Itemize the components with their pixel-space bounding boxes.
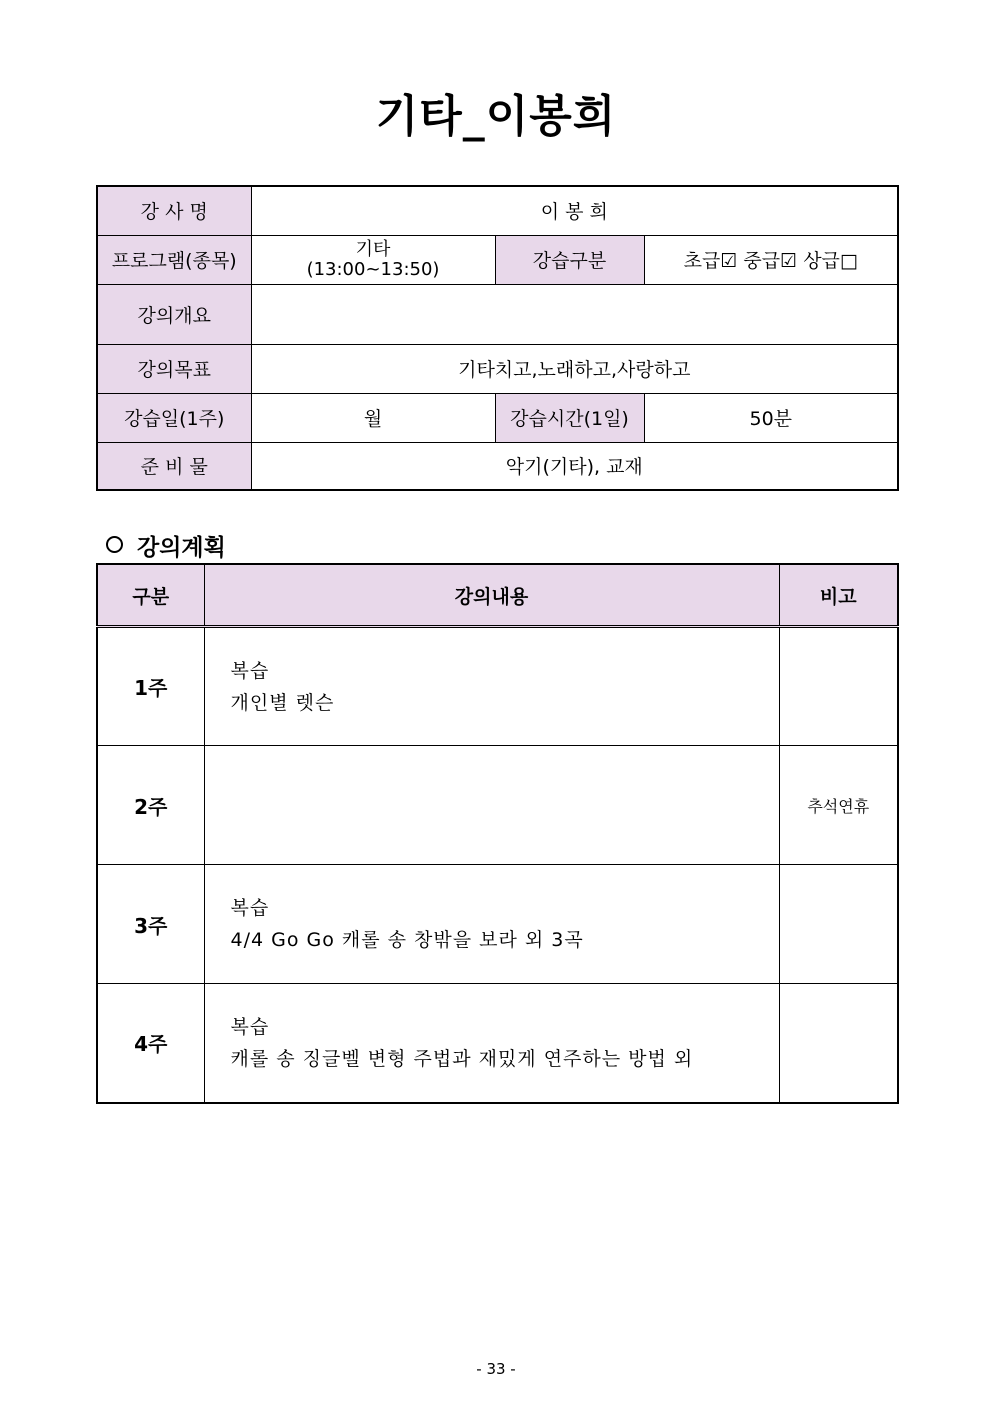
content-line: 복습 — [230, 897, 270, 919]
level-value: 초급☑ 중급☑ 상급□ — [644, 235, 898, 284]
week-label: 3주 — [97, 865, 204, 984]
materials-label: 준 비 물 — [97, 442, 251, 490]
plan-header-row — [97, 564, 898, 627]
goal-value: 기타치고,노래하고,사랑하고 — [251, 344, 898, 393]
materials-value: 악기(기타), 교재 — [251, 442, 898, 490]
content-line: 복습 — [230, 1015, 270, 1038]
page-number: - 33 - — [476, 1360, 516, 1378]
lecture-plan-table — [96, 563, 899, 1104]
overview-label: 강의개요 — [97, 284, 251, 344]
week-content — [204, 984, 779, 1103]
content-line: 4/4 Go Go 캐롤 송 창밖을 보라 외 3곡 — [230, 929, 584, 951]
week-content — [204, 746, 779, 865]
header-content: 강의내용 — [204, 564, 779, 627]
program-label: 프로그램(종목) — [97, 235, 251, 284]
overview-value — [251, 284, 898, 344]
goal-label: 강의목표 — [97, 344, 251, 393]
circle-bullet-icon — [106, 536, 123, 553]
content-line: 복습 — [230, 659, 270, 682]
section-heading — [106, 529, 226, 562]
content-line: 개인별 렛슨 — [230, 691, 335, 714]
level-label: 강습구분 — [495, 235, 644, 284]
week-content — [204, 865, 779, 984]
time-value: 50분 — [644, 393, 898, 442]
week-note — [779, 627, 898, 746]
header-note: 비고 — [779, 564, 898, 627]
table-row — [97, 627, 898, 746]
week-note — [779, 984, 898, 1103]
week-note: 추석연휴 — [779, 746, 898, 865]
table-row — [97, 746, 898, 865]
program-value — [251, 235, 495, 284]
week-label: 1주 — [97, 627, 204, 746]
content-line: 캐롤 송 징글벨 변형 주법과 재밌게 연주하는 방법 외 — [230, 1047, 694, 1070]
table-row — [97, 865, 898, 984]
instructor-value: 이 봉 희 — [251, 186, 898, 235]
week-label: 2주 — [97, 746, 204, 865]
section-title: 강의계획 — [137, 535, 226, 561]
week-label: 4주 — [97, 984, 204, 1103]
page-title: 기타_이봉희 — [375, 91, 617, 142]
table-row — [97, 984, 898, 1103]
instructor-info-table — [96, 185, 899, 491]
week-note — [779, 865, 898, 984]
header-week: 구분 — [97, 564, 204, 627]
instructor-label: 강 사 명 — [97, 186, 251, 235]
program-time: (13:00~13:50) — [306, 258, 440, 280]
week-content — [204, 627, 779, 746]
day-label: 강습일(1주) — [97, 393, 251, 442]
day-value: 월 — [251, 393, 495, 442]
time-label: 강습시간(1일) — [495, 393, 644, 442]
program-name: 기타 — [355, 238, 391, 260]
